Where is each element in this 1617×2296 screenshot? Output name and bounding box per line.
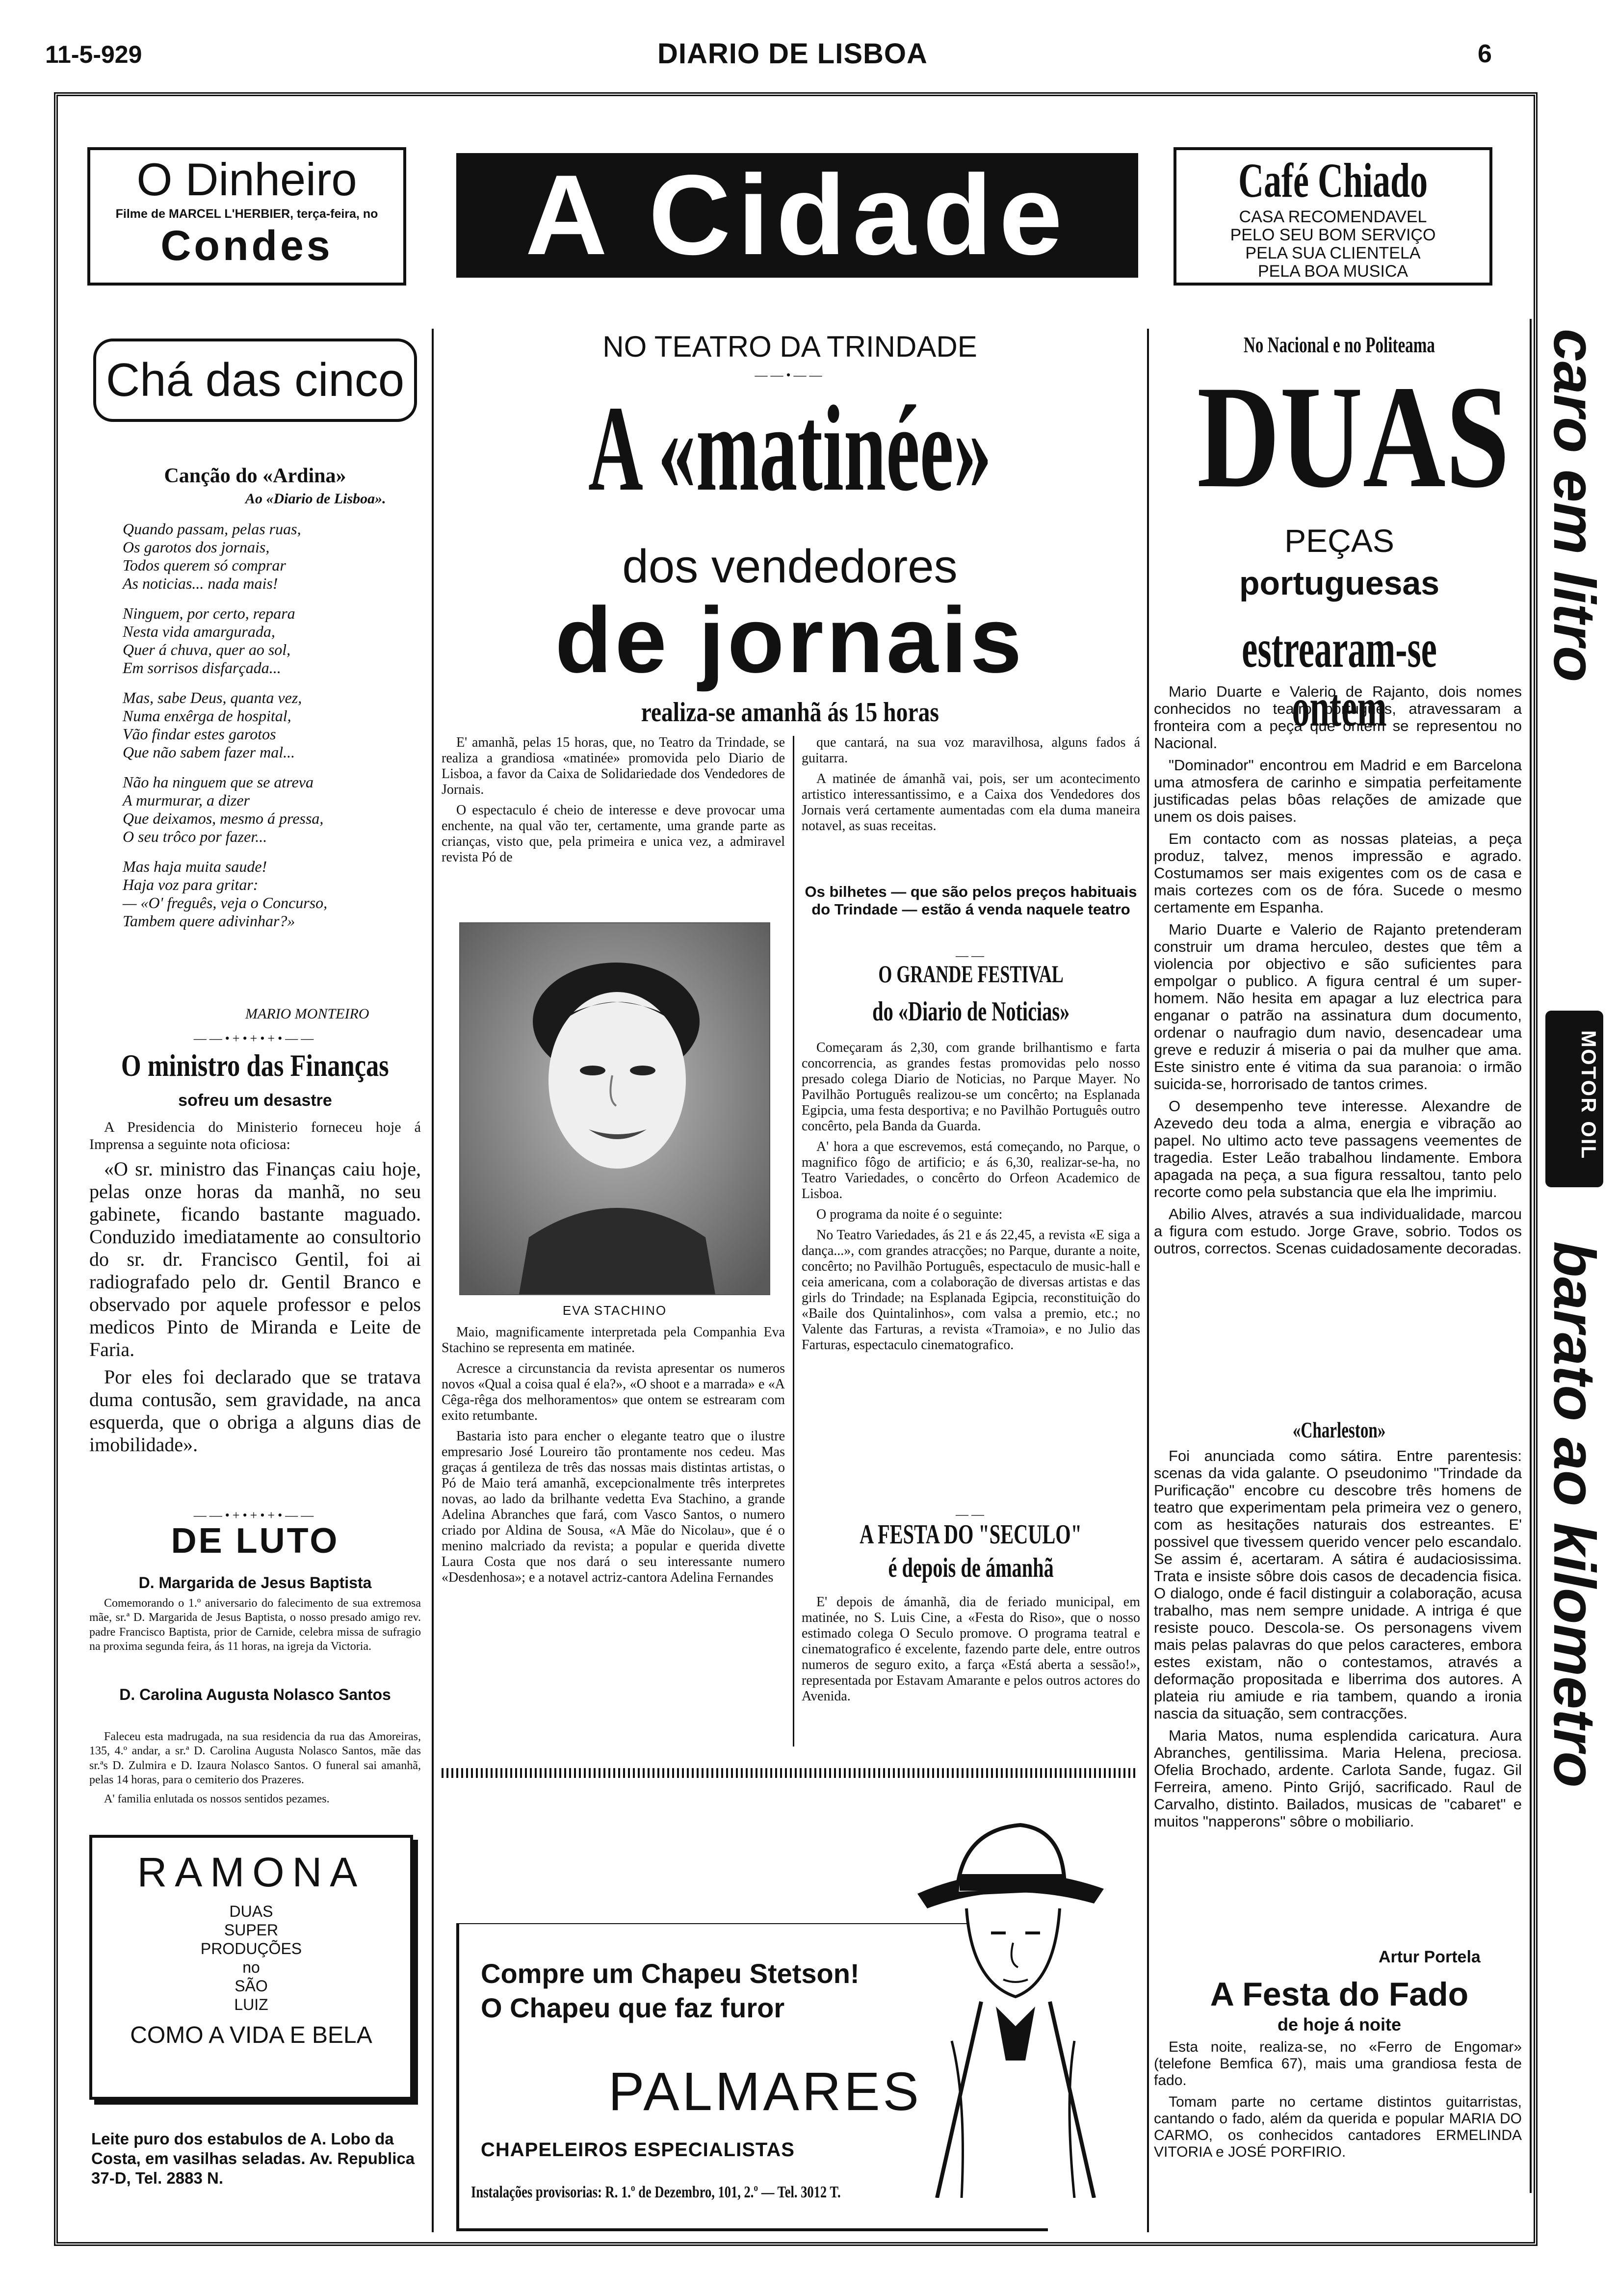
cha-title: Chá das cinco	[105, 354, 405, 406]
chapeleiros: CHAPELEIROS ESPECIALISTAS	[481, 2139, 795, 2161]
fado-article: Esta noite, realiza-se, no «Ferro de Engomar» (telefone Bemfica 67), mais uma grandiosa festa de fado. Tomam parte no certame distintos guitarristas, cantando o fado, além da querida e popular MARIA DO CARMO, os conhecidos cantadores ERMELINDA VITORIA e JOSÉ PORFIRIO.	[1154, 2039, 1522, 2160]
ramona-title: RAMONA	[137, 1849, 365, 1895]
masthead-title: A Cidade	[525, 153, 1069, 278]
center-kicker: NO TEATRO DA TRINDADE	[602, 330, 977, 363]
matinee-article-col1: E' amanhã, pelas 15 horas, que, no Teatro da Trindade, se realiza a grandiosa «matinée» promovida pelo Diario de Lisboa, a favor da Caixa de Solidariedade dos Vendedores de Jornais. O espectaculo é cheio de interesse e deve provocar uma enchente, na qual vão ter, certamente, uma grande parte as crianças, visto que, pela primeira e unica vez, a admiravel revista Pó de	[442, 735, 785, 865]
cha-title-box	[93, 339, 417, 422]
ornament-divider: ——	[956, 1507, 987, 1521]
luto1-name: D. Margarida de Jesus Baptista	[138, 1574, 372, 1592]
page-number: 6	[1478, 40, 1492, 68]
poem-author: MARIO MONTEIRO	[245, 1006, 369, 1022]
right-kicker: No Nacional e no Politeama	[1243, 332, 1435, 357]
dinheiro-title: O Dinheiro	[136, 154, 357, 205]
ornament-divider: ——	[956, 948, 987, 963]
review-author: Artur Portela	[1379, 1948, 1481, 1966]
luto1-text: Comemorando o 1.º aniversario do falecimento de sua extremosa mãe, sr.ª D. Margarida de Jesus Baptista, o nosso presado amigo rev. padre Francisco Baptista, prior de Carnide, celebra missa de sufragio na proxima segunda feira, ás 11 horas, na igreja da Victoria.	[89, 1597, 421, 1653]
stetson-ad	[446, 1796, 1138, 2237]
poem-title: Canção do «Ardina»	[164, 465, 346, 487]
minister-article: A Presidencia do Ministerio forneceu hoje á Imprensa a seguinte nota oficiosa: «O sr. ministro das Finanças caiu hoje, pelas onze horas da manhã, no seu gabinete, ficando bastante maguado. Conduzido imediatamente ao consultorio do sr. dr. Francisco Gentil, foi ai radiografado pelo dr. Gentil Branco e observado por aquele professor e pelos medicos Pinto de Miranda e Leite de Faria. Por eles foi declarado que se tratava duma contusão, sem gravidade, na anca esquerda, que o obriga a alguns dias de imobilidade».	[89, 1119, 421, 1456]
dinheiro-ad	[87, 147, 406, 286]
stetson-line-2: O Chapeu que faz furor	[481, 1992, 785, 2023]
matinee-article-col2: que cantará, na sua voz maravilhosa, alguns fados á guitarra. A matinée de ámanhã vai, pois, ser um acontecimento artistico interessantissimo, e a Caixa dos Vendedores dos Jornais verá certamente aumentadas com ela duma maneira notavel, as suas receitas.	[802, 735, 1140, 834]
right-headline-4: estrearam-se ontem	[1242, 619, 1437, 737]
center-headline-3: de jornais	[555, 588, 1025, 692]
instalacoes: Instalações provisorias: R. 1.º de Dezembro, 101, 2.º — Tel. 3012 T.	[471, 2183, 841, 2201]
festival-article: Começaram ás 2,30, com grande brilhantismo e farta concorrencia, as grandes festas promovidas pelo nosso presado colega Diario de Noticias, no Parque Mayer. No Pavilhão Português realizou-se um concêrto; na Esplanada Egipcia, uma festa desportiva; e no Pavilhão Português outro concêrto, pela Banda da Guarda. A' hora a que escrevemos, está começando, no Parque, o magnifico fôgo de artificio; e ás 6,30, realizar-se-ha, no Teatro Variedades, o concêrto do Orfeon Academico de Lisboa. O programa da noite é o seguinte: No Teatro Variedades, ás 21 e ás 22,45, a revista «E siga a dança...», com grandes atracções; no Parque, durante a noite, concêrto; no Pavilhão Português, espectaculo de music-hall e ceia americana, com a colaboração de diversas artistas e das girls do Trindade; na Esplanada Egipcia, reconstituição do «Baile dos Quintalinhos», com valsa a premio, etc.; no Valente das Farturas, a revista «Tramoia», e no Julio das Farturas, espectaculo cinematografico.	[802, 1040, 1140, 1353]
ornament-divider: ——•+•+•+•——	[193, 1508, 317, 1522]
center-headline-2: dos vendedores	[622, 540, 958, 593]
seculo-title-1: A FESTA DO "SECULO"	[860, 1519, 1082, 1550]
festival-title-2: do «Diario de Noticias»	[872, 996, 1070, 1027]
ramona-ad	[89, 1835, 413, 2100]
oil-brand: MOTOR OIL	[1577, 1030, 1600, 1160]
poem: Quando passam, pelas ruas, Os garotos dos jornais, Todos querem só comprar As noticias... nada mais! Ninguem, por certo, repara Nesta vida amargurada, Quer á chuva, quer ao sol, Em sorrisos disfarçada... Mas, sabe Deus, quanta vez, Numa enxêrga de hospital, Vão findar estes garotos Que não sabem fazer mal... Não ha ninguem que se atreva A murmurar, a dizer Que deixamos, mesmo á pressa, O seu trôco por fazer... Mas haja muita saude! Haja voz para gritar: — «O' freguês, veja o Concurso, Tambem quere adivinhar?»	[123, 520, 328, 930]
luto2-name: D. Carolina Augusta Nolasco Santos	[119, 1686, 391, 1703]
poem-dedication: Ao «Diario de Lisboa».	[245, 491, 386, 507]
masthead-box	[456, 153, 1138, 278]
fado-subtitle: de hoje á noite	[1277, 2014, 1402, 2035]
fado-title: A Festa do Fado	[1210, 1976, 1469, 2013]
right-headline-1: DUAS	[1197, 355, 1510, 518]
cafe-lines: CASA RECOMENDAVEL PELO SEU BOM SERVIÇO PELA SUA CLIENTELA PELA BOA MUSICA	[1230, 208, 1436, 281]
seculo-article: E' depois de ámanhã, dia de feriado municipal, em matinée, no S. Luis Cine, a «Festa do Riso», que o nosso estimado colega O Seculo promove. O programa teatral e cinematografico é excelente, fazendo parte dele, entre outros numeros de seguro exito, a farça «Está aberta a sessão!», representada por Estavam Amarante e pelos outros actores do Avenida.	[802, 1594, 1140, 1704]
dinheiro-venue: Condes	[160, 222, 333, 269]
column-rule	[1530, 319, 1532, 2193]
eva-stachino-photo	[459, 922, 770, 1295]
luto2-text: Faleceu esta madrugada, na sua residencia da rua das Amoreiras, 135, 4.º andar, a sr.ª D. Carolina Augusta Nolasco Santos, mãe das sr.ªs D. Zulmira e D. Izaura Nolasco Santos. O funeral sai amanhã, pelas 14 horas, para o cemiterio dos Prazeres. A' familia enlutada os nossos sentidos pezames.	[89, 1730, 421, 1806]
column-rule	[793, 736, 794, 1747]
center-subhead: realiza-se amanhã ás 15 horas	[641, 697, 939, 728]
matinee-article-col1b: Maio, magnificamente interpretada pela Companhia Eva Stachino se representa em matinée. Acresce a circunstancia da revista apresentar os numeros novos «Qual a coisa qual é ela?», «O shoot e a marrada» e «A Cêga-rêga dos melhoramentos» que ontem se estrearam com exito retumbante. Bastaria isto para encher o elegante teatro que o ilustre empresario José Loureiro tão prontamente nos cedeu. Mas graças á gentileza de três das nossas mais distintas artistas, o Pó de Maio terá amanhã, excepcionalmente três interpretes novas, ao lado da brilhante vedetta Eva Stachino, a grande Adelina Abranches que fará, com Vasco Santos, o numero criado por Aldina de Sousa, «A Mãe do Nicolau», que é o menino malcriado da revista; a popular e querida divette Laura Costa que nos dará o seu interessante numero «Desdenhosa»; e a notavel actriz-cantora Adelina Fernandes	[442, 1325, 785, 1585]
vertical-line-2: barato ao kilometro	[1541, 1241, 1607, 1788]
center-headline-1: A «matinée»	[588, 381, 992, 517]
minister-subhead: sofreu um desastre	[178, 1091, 332, 1110]
charleston-review: Foi anunciada como sátira. Entre parentesis: scenas da vida galante. O pseudonimo "Trindade da Purificação" encobre cu descobre três homens de teatro que experimentam pela primeira vez o genero, com as hesitações naturais dos estreantes. E' possivel que tivessem querido vencer pelo escandalo. Se assim é, acertaram. A sátira é audaciosissima. Trata e insiste sôbre dois casos de decadencia fisica. O dialogo, onde é facil distinguir a colaboração, acusa trabalho, mas nem sempre unidade. A intriga é que resiste pouco. Descola-se. Os personagens vivem mais pelas palavras do que pelos caracteres, embora estes existam, não o contestamos, através a deformação propositada e liberrima dos autores. A plateia riu amiude e ria tambem, quando a ironia nascia da situação, sem contracções. Maria Matos, numa esplendida caricatura. Aura Abranches, gentilissima. Maria Helena, preciosa. Ofelia Brochado, ardente. Carlota Sande, fugaz. Gil Ferreira, ameno. Pinto Grijó, sacrificado. Raul de Carvalho, distinto. Bailados, musicas de "cabaret" e muitos "napperons" sôbre o mobiliario.	[1154, 1447, 1522, 1830]
ramona-footer: COMO A VIDA E BELA	[130, 2022, 372, 2048]
vertical-line-1: caro em litro	[1541, 329, 1607, 682]
cafe-chiado-ad	[1174, 147, 1492, 286]
seculo-title-2: é depois de ámanhã	[888, 1553, 1054, 1583]
palmares-brand: PALMARES	[608, 2061, 922, 2122]
ornament-divider: ——•+•+•+•——	[193, 1031, 317, 1045]
festival-title-1: O GRANDE FESTIVAL	[878, 960, 1064, 988]
theatre-review: Mario Duarte e Valerio de Rajanto, dois nomes conhecidos no teatro português, atravessaram a fronteira com a peça que ontem se representou no Nacional. "Dominador" encontrou em Madrid e em Barcelona uma atmosfera de carinho e simpatia perfeitamente justificadas pelas bôas relações de amizade que unem os dois paises. Em contacto com as nossas plateias, a peça produz, talvez, menos impressão e agrado. Costumamos ser mais exigentes com os de casa e mais cortezes com os de fóra. Sucede o mesmo certamente em Espanha. Mario Duarte e Valerio de Rajanto pretenderam construir um drama herculeo, destes que têm a violencia por objectivo e são suficientes para empolgar o publico. A figura central é um super-homem. Não hesita em apagar a luz electrica para enganar o patrão na assinatura dum documento, ordenar o naufragio dum navio, desencadear uma greve e reduzir á miseria o pai da mulher que ama. Este sinistro ente é vitima da sua paranoia: o irmão suicida-se, horrorisado de tantos crimes. O desempenho teve interesse. Alexandre de Azevedo deu toda a alma, energia e vibração ao papel. No ultimo acto teve passagens veementes de tragedia. Ester Leão trabalhou lindamente. Embora apagada na peça, a sua figura ressaltou, tanto pelo recorte como pela substancia que ela lhe imprimiu. Abilio Alves, através a sua individualidade, marcou a figura com estudo. Jorge Grave, sobrio. Todos os outros, correctos. Scenas cuidadosamente decoradas.	[1154, 683, 1522, 1257]
cafe-title: Café Chiado	[1238, 153, 1428, 208]
ornament-divider: ——•——	[755, 368, 825, 382]
newspaper-title: DIARIO DE LISBOA	[657, 38, 928, 70]
photo-caption: EVA STACHINO	[562, 1303, 667, 1318]
man-with-hat-illustration	[878, 1796, 1133, 2198]
oil-can-logo	[1545, 1011, 1603, 1187]
vertical-oil-ad	[1538, 319, 1611, 2134]
tickets-note: Os bilhetes — que são pelos preços habituais do Trindade — estão á venda naquele teatro	[805, 883, 1137, 918]
luto-title: DE LUTO	[171, 1521, 339, 1561]
issue-date: 11-5-929	[45, 41, 142, 68]
portrait-image	[460, 923, 769, 1294]
right-headline-3: portuguesas	[1239, 565, 1440, 602]
column-rule	[432, 329, 434, 2232]
milk-ad: Leite puro dos estabulos de A. Lobo da Costa, em vasilhas seladas. Av. Republica 37-D, Tel. 2883 N.	[91, 2130, 415, 2187]
minister-headline: O ministro das Finanças	[121, 1048, 389, 1083]
right-headline-2: PEÇAS	[1284, 522, 1394, 559]
column-rule	[1147, 329, 1149, 2232]
ramona-lines: DUAS SUPER PRODUÇÕES no SÃO LUIZ	[200, 1903, 302, 2013]
dinheiro-subtitle: Filme de MARCEL L'HERBIER, terça-feira, no	[115, 207, 378, 221]
hatched-divider	[442, 1768, 1138, 1778]
charleston-title: «Charleston»	[1293, 1417, 1386, 1442]
stetson-line-1: Compre um Chapeu Stetson!	[481, 1958, 860, 1989]
